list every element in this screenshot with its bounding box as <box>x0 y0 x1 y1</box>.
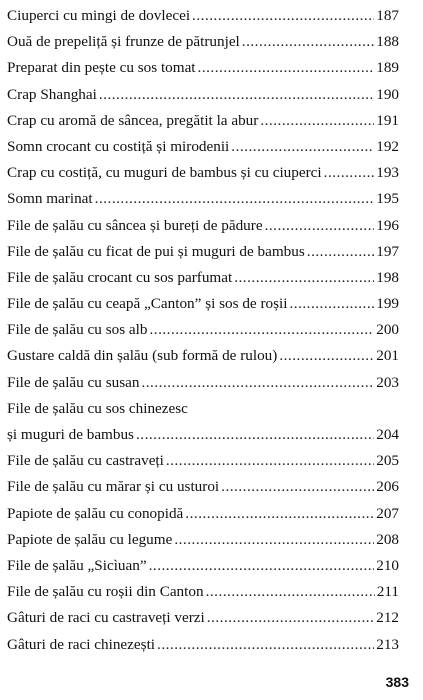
toc-entry-title: File de șalău crocant cu sos parfumat <box>7 268 233 286</box>
dot-leader <box>198 55 375 81</box>
toc-entry-title: Gâturi de raci chinezești <box>7 635 156 653</box>
toc-entry-title: Preparat din pește cu sos tomat <box>7 59 196 77</box>
dot-leader <box>234 265 374 291</box>
dot-leader <box>221 474 374 500</box>
page-number: 383 <box>385 674 409 690</box>
dot-leader <box>141 370 374 396</box>
toc-entry-title: File de șalău cu sâncea și bureți de pădure <box>7 216 263 234</box>
toc-entry <box>7 291 399 317</box>
toc-entry-page: 187 <box>376 7 399 24</box>
dot-leader <box>192 3 374 29</box>
dot-leader <box>260 108 374 134</box>
toc-entry-page: 188 <box>376 33 399 51</box>
toc-entry <box>7 370 399 396</box>
dot-leader <box>99 82 374 108</box>
toc-entry <box>7 3 399 29</box>
toc-entry-page: 211 <box>376 583 399 601</box>
toc-entry-page: 204 <box>376 426 399 443</box>
toc-entry <box>7 160 399 186</box>
toc-entry-title: File de șalău cu susan <box>7 373 140 391</box>
dot-leader <box>174 527 374 553</box>
toc-entry-title: Papiote de șalău cu conopidă <box>7 504 184 522</box>
dot-leader <box>289 291 374 317</box>
toc-entry <box>7 82 399 108</box>
toc-entry-page: 200 <box>376 321 399 339</box>
toc-entry <box>7 55 399 81</box>
toc-entry-title: File de șalău „Sicìuan” <box>7 556 147 574</box>
toc-entry-title: File de șalău cu sos chinezesc <box>7 399 188 417</box>
toc-entry <box>7 317 399 343</box>
toc-entry-page: 205 <box>376 452 399 470</box>
toc-entry-title: Gâturi de raci cu castraveți verzi <box>7 609 205 627</box>
toc-entry-page: 197 <box>376 242 399 260</box>
toc-entry-page: 208 <box>376 530 399 548</box>
toc-entry-title: Crap Shanghai <box>7 85 97 103</box>
dot-leader <box>231 134 374 160</box>
toc-entry <box>7 186 399 212</box>
toc-entry-page: 210 <box>376 556 399 574</box>
toc-entry-page: 207 <box>376 504 399 522</box>
toc-entry-page: 203 <box>376 373 399 391</box>
toc-entry-page: 212 <box>376 609 399 627</box>
toc-entry-title: File de șalău cu ficat de pui și muguri de bambus <box>7 242 305 260</box>
dot-leader <box>95 186 375 212</box>
toc-entry-title: File de șalău cu castraveți <box>7 452 164 470</box>
dot-leader <box>307 239 374 265</box>
dot-leader <box>149 553 375 579</box>
toc-entry <box>7 134 399 160</box>
toc-entry-title: File de șalău cu mărar și cu usturoi <box>7 478 220 496</box>
toc-entry-title: File de șalău cu ceapă „Canton” și sos de roșii <box>7 295 288 313</box>
toc-entry <box>7 422 399 448</box>
toc-entry <box>7 343 399 369</box>
toc-entry <box>7 265 399 291</box>
dot-leader <box>185 501 374 527</box>
toc-entry-page: 199 <box>376 295 399 313</box>
toc-entry-title: File de șalău cu sos alb <box>7 321 148 339</box>
toc-entry-page: 196 <box>376 216 399 234</box>
toc-entry-title: Crap cu aromă de sâncea, pregătit la abur <box>7 111 259 129</box>
toc-entry-page: 195 <box>376 190 399 208</box>
toc-entry-title: Somn crocant cu costiță și mirodenii <box>7 137 230 155</box>
toc-entry <box>7 605 399 631</box>
toc-entry <box>7 474 399 500</box>
dot-leader <box>324 160 375 186</box>
toc-entry-page: 201 <box>376 347 399 365</box>
toc-entry-page: 191 <box>376 111 399 129</box>
toc-entry-title: Papiote de șalău cu legume <box>7 530 173 548</box>
toc-entry-page: 192 <box>376 137 399 155</box>
toc-entry-page: 193 <box>376 164 399 182</box>
dot-leader <box>136 422 374 448</box>
toc-entry <box>7 29 399 55</box>
toc-entry-page: 213 <box>376 635 399 653</box>
dot-leader <box>206 579 375 605</box>
toc-entry-title: Gustare caldă din șalău (sub formă de rulou) <box>7 347 278 365</box>
toc-entry <box>7 579 399 605</box>
toc-entry-title: Ciuperci cu mingi de dovlecei <box>7 7 191 24</box>
toc-entry-title: Somn marinat <box>7 190 93 208</box>
toc-entry <box>7 108 399 134</box>
toc-entry-title: File de șalău cu roșii din Canton <box>7 583 204 601</box>
toc-entry-page: 198 <box>376 268 399 286</box>
toc-entry <box>7 553 399 579</box>
toc-entry-title: Ouă de prepeliță și frunze de pătrunjel <box>7 33 240 51</box>
table-of-contents <box>7 3 399 658</box>
toc-entry-page: 190 <box>376 85 399 103</box>
dot-leader <box>265 213 375 239</box>
toc-entry-title: Crap cu costiță, cu muguri de bambus și cu ciuperci <box>7 164 322 182</box>
toc-entry-page: 189 <box>376 59 399 77</box>
toc-entry <box>7 448 399 474</box>
toc-entry <box>7 527 399 553</box>
dot-leader <box>207 605 374 631</box>
dot-leader <box>242 29 374 55</box>
dot-leader <box>279 343 374 369</box>
toc-entry-title: și muguri de bambus <box>7 426 134 443</box>
toc-entry <box>7 501 399 527</box>
toc-entry-page: 206 <box>376 478 399 496</box>
toc-entry <box>7 396 399 422</box>
toc-entry <box>7 632 399 658</box>
dot-leader <box>166 448 374 474</box>
toc-entry <box>7 213 399 239</box>
toc-entry <box>7 239 399 265</box>
dot-leader <box>157 632 374 658</box>
dot-leader <box>149 317 374 343</box>
